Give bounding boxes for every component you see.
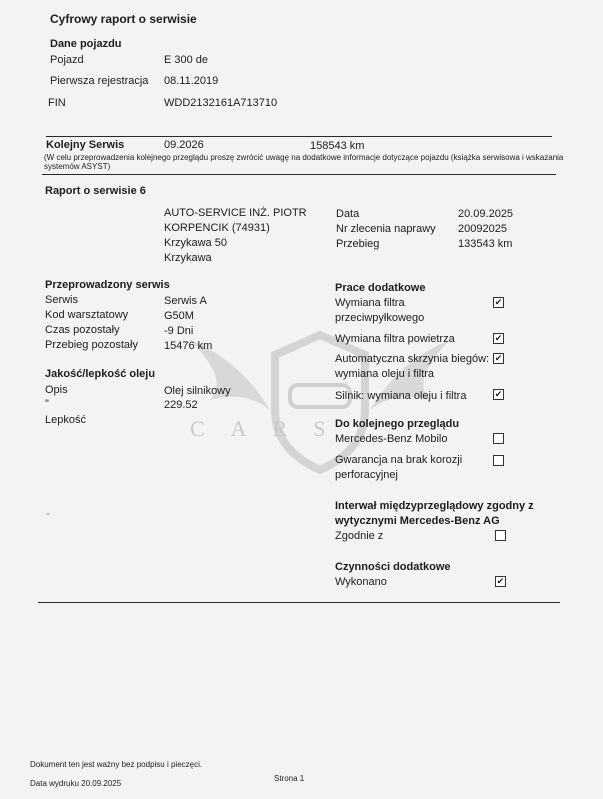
service-done-heading: Przeprowadzony serwis xyxy=(45,279,170,291)
page-title: Cyfrowy raport o serwisie xyxy=(50,12,197,26)
next-service-note: (W celu przeprowadzenia kolejnego przeglądu proszę zwrócić uwagę na dodatkowe informacje dotyczące pojazdu (książka serwisowa i wskazania xyxy=(44,153,564,162)
next-service-note-cont: systemów ASYST) xyxy=(44,162,111,171)
divider xyxy=(38,602,560,603)
extra-work-item-line: Silnik: wymiana oleju i filtra xyxy=(335,390,467,402)
next-service-date: 09.2026 xyxy=(164,139,204,151)
next-inspection-item-line: Mercedes-Benz Mobilo xyxy=(335,433,448,445)
extra-work-item-line: Wymiana filtra xyxy=(335,297,405,309)
service-label: Serwis xyxy=(45,294,79,306)
print-date: Data wydruku 20.09.2025 xyxy=(30,779,122,788)
additional-item: Wykonano xyxy=(335,576,387,588)
additional-heading: Czynności dodatkowe xyxy=(335,561,451,573)
extra-work-item-line: Wymiana filtra powietrza xyxy=(335,333,455,345)
dash-mark: - xyxy=(46,508,50,520)
time-remaining-label: Czas pozostały xyxy=(45,324,120,336)
extra-work-checkbox[interactable]: ✔ xyxy=(494,297,503,307)
viscosity-label: Lepkość xyxy=(45,414,86,426)
time-remaining-value: -9 Dni xyxy=(164,325,194,337)
divider xyxy=(46,136,552,137)
next-service-label: Kolejny Serwis xyxy=(46,139,125,151)
date-label: Data xyxy=(336,208,360,220)
extra-work-item-line: przeciwpyłkowego xyxy=(335,312,425,324)
watermark-text: CARS xyxy=(190,416,352,441)
workshop-address: Krzykawa 50 xyxy=(164,237,227,249)
interval-heading-cont: wytycznymi Mercedes-Benz AG xyxy=(335,515,500,527)
next-inspection-checkbox[interactable] xyxy=(493,455,504,466)
oil-ditto-label: " xyxy=(45,398,49,410)
first-registration-label: Pierwsza rejestracja xyxy=(50,75,149,87)
validity-note: Dokument ten jest ważny bez podpisu i pieczęci. xyxy=(30,760,203,769)
vehicle-heading: Dane pojazdu xyxy=(50,38,122,50)
workshop-name-line1: AUTO-SERVICE INŻ. PIOTR xyxy=(164,207,307,219)
extra-work-checkbox[interactable]: ✔ xyxy=(494,389,503,399)
service-value: Serwis A xyxy=(164,295,207,307)
divider xyxy=(42,174,556,175)
next-inspection-heading: Do kolejnego przeglądu xyxy=(335,418,460,430)
extra-work-item-line: wymiana oleju i filtra xyxy=(335,368,435,380)
order-label: Nr zlecenia naprawy xyxy=(336,223,436,235)
extra-work-checkbox[interactable]: ✔ xyxy=(494,333,503,343)
order-value: 20092025 xyxy=(458,223,507,235)
additional-checkbox[interactable]: ✔ xyxy=(496,576,505,586)
oil-description-value: Olej silnikowy xyxy=(164,385,231,397)
mileage-value: 133543 km xyxy=(458,238,513,250)
interval-heading: Interwał międzyprzeglądowy zgodny z xyxy=(335,500,534,512)
fin-label: FIN xyxy=(48,97,66,109)
vehicle-value: E 300 de xyxy=(164,54,209,66)
page-number: Strona 1 xyxy=(274,774,305,783)
vehicle-label: Pojazd xyxy=(50,54,84,66)
interval-checkbox[interactable] xyxy=(495,530,506,541)
next-inspection-checkbox[interactable] xyxy=(493,433,504,444)
next-service-km: 158543 km xyxy=(310,140,365,152)
oil-spec-value: 229.52 xyxy=(164,399,198,411)
interval-item: Zgodnie z xyxy=(335,530,384,542)
next-inspection-item-line: Gwarancja na brak korozji xyxy=(335,454,463,466)
oil-description-label: Opis xyxy=(45,384,68,396)
workshop-city: Krzykawa xyxy=(164,252,212,264)
next-inspection-item-line: perforacyjnej xyxy=(335,469,398,481)
mileage-remaining-label: Przebieg pozostały xyxy=(45,339,138,351)
date-value: 20.09.2025 xyxy=(458,208,514,220)
report-heading: Raport o serwisie 6 xyxy=(45,185,146,197)
extra-work-heading: Prace dodatkowe xyxy=(335,282,426,294)
mileage-remaining-value: 15476 km xyxy=(164,340,213,352)
workshop-name-line2: KORPENCIK (74931) xyxy=(164,222,270,234)
first-registration-value: 08.11.2019 xyxy=(164,75,219,87)
extra-work-checkbox[interactable]: ✔ xyxy=(494,353,503,363)
mileage-label: Przebieg xyxy=(336,238,380,250)
workshop-code-value: G50M xyxy=(164,310,194,322)
workshop-code-label: Kod warsztatowy xyxy=(45,309,129,321)
oil-heading: Jakość/lepkość oleju xyxy=(45,368,156,380)
fin-value: WDD2132161A713710 xyxy=(164,97,278,109)
extra-work-item-line: Automatyczna skrzynia biegów: xyxy=(335,353,490,365)
